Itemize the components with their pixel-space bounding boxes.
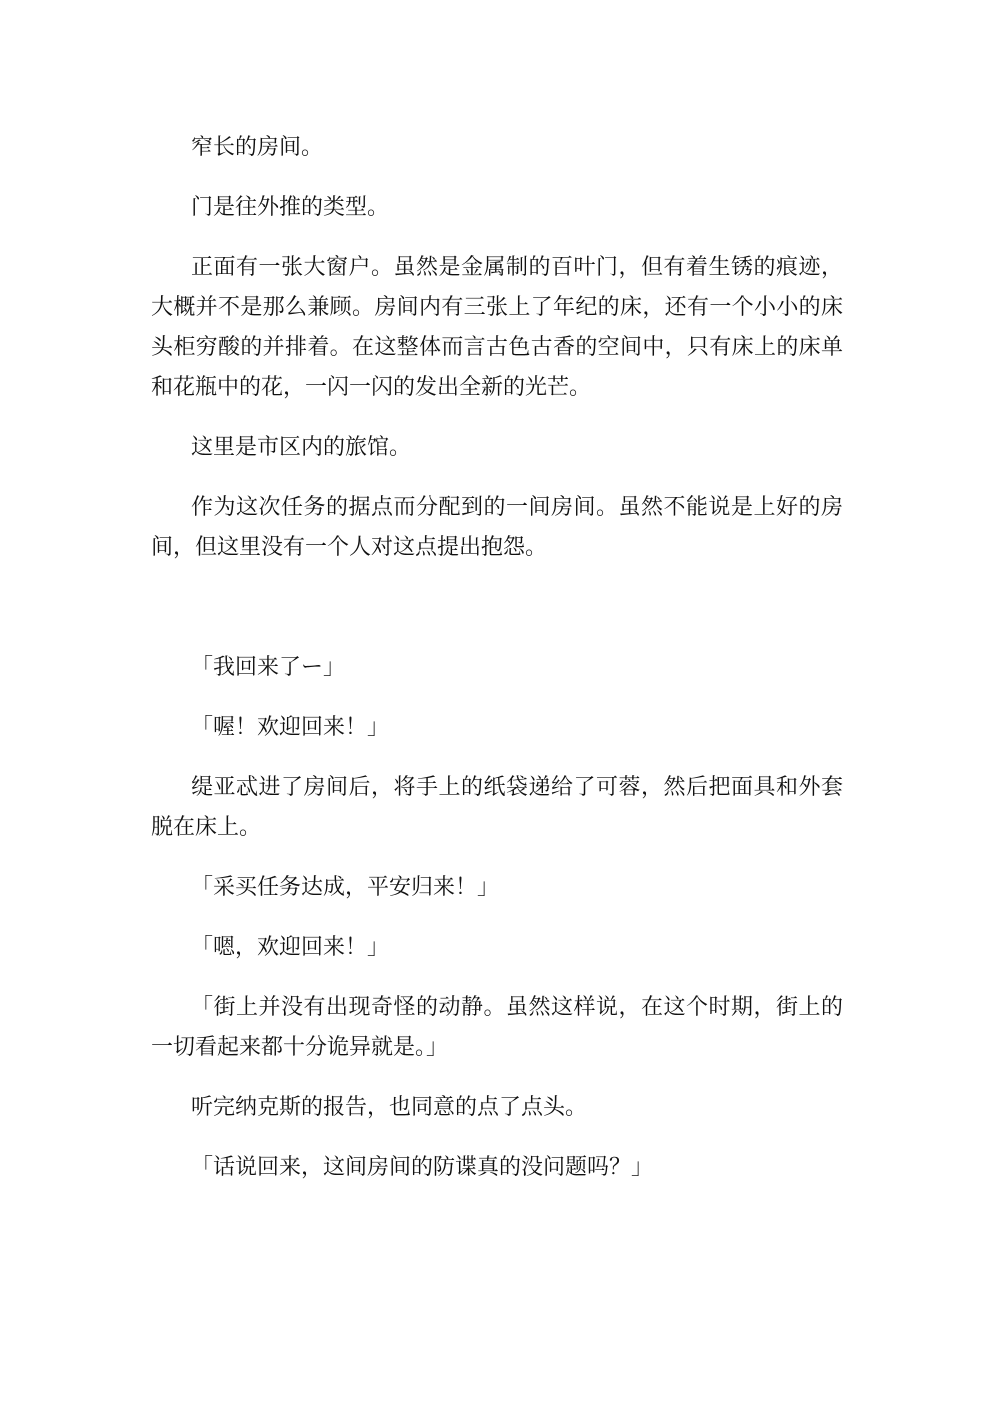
paragraph: 这里是市区内的旅馆。 <box>191 435 412 460</box>
document-body <box>151 128 843 1208</box>
section-break <box>151 588 843 648</box>
paragraph: 作为这次任务的据点而分配到的一间房间。虽然不能说是上好的房间，但这里没有一个人对这点提出抱怨。 <box>151 495 843 560</box>
paragraph: 窄长的房间。 <box>191 135 324 160</box>
dialogue-line: 「街上并没有出现奇怪的动静。虽然这样说，在这个时期，街上的一切看起来都十分诡异就是。」 <box>151 995 843 1060</box>
dialogue-line: 「嗯，欢迎回来！」 <box>191 935 390 960</box>
paragraph: 门是往外推的类型。 <box>191 195 390 220</box>
paragraph: 正面有一张大窗户。虽然是金属制的百叶门，但有着生锈的痕迹，大概并不是那么兼顾。房间内有三张上了年纪的床，还有一个小小的床头柜穷酸的并排着。在这整体而言古色古香的空间中，只有床上的床单和花瓶中的花，一闪一闪的发出全新的光芒。 <box>151 255 843 400</box>
paragraph: 缇亚忒进了房间后，将手上的纸袋递给了可蓉，然后把面具和外套脱在床上。 <box>151 775 843 840</box>
paragraph: 听完纳克斯的报告，也同意的点了点头。 <box>191 1095 588 1120</box>
dialogue-line: 「话说回来，这间房间的防谍真的没问题吗？」 <box>191 1155 654 1180</box>
dialogue-line: 「喔！欢迎回来！」 <box>191 715 390 740</box>
dialogue-line: 「采买任务达成，平安归来！」 <box>191 875 500 900</box>
dialogue-line: 「我回来了ー」 <box>191 655 346 680</box>
